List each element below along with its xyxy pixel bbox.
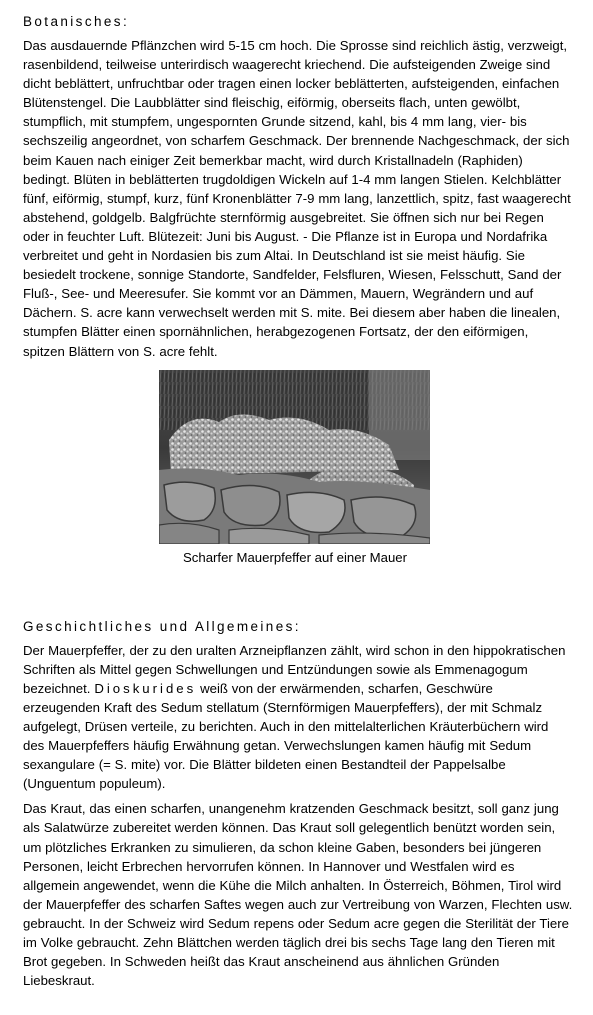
section-heading-geschichte: Geschichtliches und Allgemeines:: [23, 618, 301, 634]
figure-caption: Scharfer Mauerpfeffer auf einer Mauer: [182, 549, 408, 565]
author-name: Dioskurides: [94, 680, 197, 696]
geschichte-p1-part-1: Der Mauerpfeffer, der zu den uralten Arzneipflanzen zählt, wird schon in den hippokratischen Schriften als Mittel gegen Schwellungen und Entzündungen sowie als Emmenagogum bezeichnet.: [23, 642, 566, 696]
plant-photo: [159, 370, 430, 544]
article-page: [23, 0, 573, 990]
figure: [23, 370, 573, 567]
geschichte-paragraph-1: [23, 641, 573, 794]
geschichte-paragraph-2: Das Kraut, das einen scharfen, unangenehm kratzenden Geschmack besitzt, soll ganz jung als Salatwürze zubereitet werden können. Das Kraut soll gelegentlich benützt worden sein, um plötzliches Erkranken zu simulieren, da schon kleine Gaben, besonders bei jüngeren Personen, leicht Erbrechen hervorrufen können. In Hannover und Westfalen wird es allgemein angewendet, wenn die Kühe die Milch anhalten. In Österreich, Böhmen, Tirol wird der Mauerpfeffer des scharfen Saftes wegen auch zur Vertreibung von Warzen, Flechten usw. gebraucht. In der Schweiz wird Sedum repens oder Sedum acre gegen die Sterilität der Tiere im Volke gebraucht. Zehn Blättchen werden täglich drei bis sechs Tage lang den Tieren mit Brot gegeben. In Schweden heißt das Kraut anscheinend aus ähnlichen Gründen Liebeskraut.: [23, 801, 573, 989]
section-heading-botanik: Botanisches:: [23, 14, 130, 29]
botanik-paragraph: Das ausdauernde Pflänzchen wird 5-15 cm hoch. Die Sprosse sind reichlich ästig, verzweigt, rasenbildend, teilweise unterirdisch waagerecht kriechend. Die aufsteigenden Zweige sind dicht beblättert, unfruchtbar oder tragen einen locker beblätterten, aufsteigenden, einfachen Blütenstengel. Die Laubblätter sind fleischig, eiförmig, oberseits flach, unten gewölbt, stumpflich, mit stumpfem, ungespornten Grunde sitzend, kahl, bis 4 mm lang, vier- bis sechszeilig angeordnet, von scharfem Geschmack. Der brennende Nachgeschmack, der sich beim Kauen nach einiger Zeit bemerkbar macht, wird durch Kristallnadeln (Raphiden) bedingt. Blüten in beblätterten trugdoldigen Wickeln auf 1-4 mm langen Stielen. Kelchblätter fünf, eiförmig, stumpf, kurz, fünf Kronenblätter 7-9 mm lang, lanzettlich, spitz, fast waagerecht abstehend, goldgelb. Balgfrüchte sternförmig ausgebreitet. Sie öffnen sich nur bei Regen oder in feuchter Luft. Blütezeit: Juni bis August. - Die Pflanze ist in Europa und Nordafrika verbreitet und geht in Nordasien bis zum Altai. In Deutschland ist sie meist häufig. Sie besiedelt trockene, sonnige Standorte, Sandfelder, Felsfluren, Wiesen, Felsschutt, Sand der Fluß-, See- und Meeresufer. Sie kommt vor an Dämmen, Mauern, Wegrändern und auf Dächern. S. acre kann verwechselt werden mit S. mite. Bei diesem aber haben die linealen, stumpfen Blätter einen spornähnlichen, herabgezogenen Fortsatz, der den eiförmigen, spitzen Blättern von S. acre fehlt.: [23, 38, 571, 359]
geschichte-p1-part-2: weiß von der erwärmenden, scharfen, Geschwüre erzeugenden Kraft des Sedum stellatum (Sternförmigen Mauerpfeffers), der mit Schmalz aufgelegt, Drüsen verteile, zu berichten. Auch in den mittelalterlichen Kräuterbüchern wird des Mauerpfeffers häufig Erwähnung getan. Verwechslungen kamen häufig mit Sedum sexangulare (= S. mite) vor. Die Blätter bildeten einen Bestandteil der Pappelsalbe (Unguentum populeum).: [23, 680, 549, 792]
